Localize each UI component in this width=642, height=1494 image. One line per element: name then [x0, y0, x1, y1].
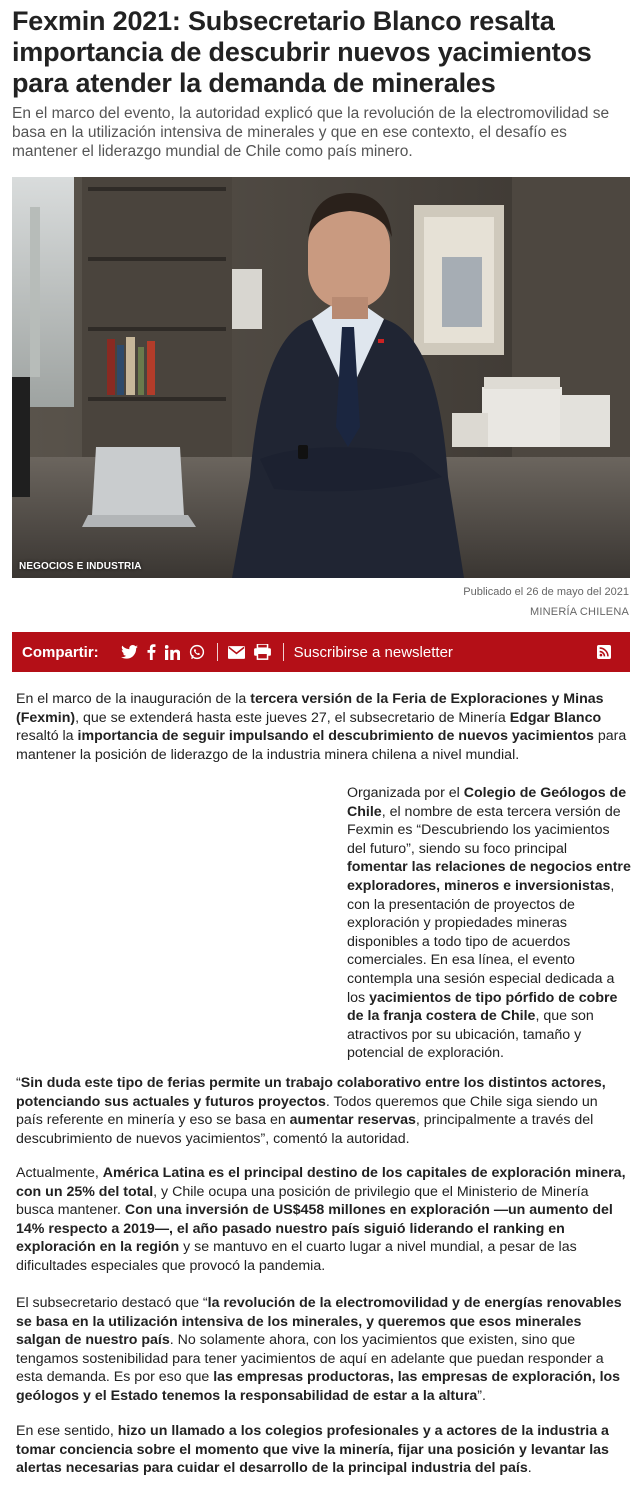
newsletter-link[interactable]: Suscribirse a newsletter	[293, 643, 453, 661]
text-run: resaltó la	[16, 728, 78, 745]
bold-text: importancia de seguir impulsando el descubrimiento de nuevos yacimientos	[77, 728, 594, 745]
body-paragraph-4	[16, 1164, 628, 1276]
email-icon[interactable]	[228, 642, 245, 662]
text-run: Actualmente,	[16, 1165, 103, 1181]
body-paragraph-2	[347, 784, 631, 1063]
text-run: , principalmente a través del descubrimiento de nuevos yacimientos”, comentó la autoridad.	[16, 1112, 594, 1147]
hero-photo-illustration	[12, 177, 630, 578]
text-run: ”.	[477, 1387, 486, 1404]
text-run: , con la presentación de proyectos de exploración y propiedades mineras disponibles a todo tipo de acuerdos comerciales. En esa línea, el evento contempla una sesión especial dedicada a los	[347, 877, 615, 1006]
bold-text: Edgar Blanco	[509, 709, 602, 726]
text-run: . Todos queremos que Chile siga siendo un país referente en minería y eso se basa en	[16, 1093, 598, 1129]
text-run: , que se extenderá hasta este jueves 27, el subsecretario de Minería	[75, 709, 510, 726]
text-run: “	[16, 1075, 21, 1091]
text-run: En ese sentido,	[16, 1423, 118, 1439]
article-source: MINERÍA CHILENA	[530, 606, 629, 618]
share-label: Compartir:	[22, 643, 99, 661]
text-run: .	[527, 1460, 532, 1477]
bold-text: yacimientos de tipo pórfido de cobre de la franja costera de Chile	[347, 989, 618, 1025]
divider	[283, 643, 284, 661]
body-paragraph-3	[16, 1074, 628, 1148]
bold-text: Con una inversión de US$458 millones en exploración —un aumento del 14% respecto a 2019—, el año pasado nuestro país siguió liderando el ranking en exploración en la región	[16, 1202, 613, 1256]
category-tag[interactable]: NEGOCIOS E INDUSTRIA	[19, 561, 142, 572]
body-paragraph-6	[16, 1422, 628, 1478]
print-icon[interactable]	[254, 642, 271, 662]
divider	[217, 643, 218, 661]
linkedin-icon[interactable]	[165, 642, 180, 662]
text-run: , y Chile ocupa una posición de privilegio que el Ministerio de Minería busca mantener.	[16, 1183, 589, 1219]
text-run: , el nombre de esta tercera versión de Fexmin es “Descubriendo los yacimientos del futuro”, siendo su foco principal	[347, 803, 621, 857]
facebook-icon[interactable]	[147, 642, 156, 662]
share-bar	[12, 632, 630, 672]
hero-photo	[12, 177, 630, 578]
body-paragraph-1	[16, 690, 628, 764]
bold-text: tercera versión de la Feria de Exploraciones y Minas (Fexmin)	[16, 691, 604, 726]
twitter-icon[interactable]	[121, 642, 138, 662]
bold-text: aumentar reservas	[289, 1112, 416, 1129]
body-paragraph-5	[16, 1294, 628, 1406]
text-run: para mantener la posición de liderazgo de la industria minera chilena a nivel mundial.	[16, 728, 627, 763]
article-lead: En el marco del evento, la autoridad explicó que la revolución de la electromovilidad se basa en la utilización intensiva de minerales y que en ese contexto, el desafío es mantener el liderazgo mundial de Chile como país minero.	[12, 105, 610, 160]
published-date: Publicado el 26 de mayo del 2021	[463, 586, 629, 598]
text-run: , que son atractivos por su ubicación, tamaño y potencial de exploración.	[347, 1008, 594, 1062]
text-run: . No solamente ahora, con los yacimientos que existen, sino que tengamos sostenibilidad para tener yacimientos de aquí en adelante que puedan responder a esta demanda. Es por eso que	[16, 1332, 604, 1386]
bold-text: Sin duda este tipo de ferias permite un trabajo colaborativo entre los distintos actores, potenciando sus actuales y futuros proyectos	[16, 1075, 606, 1110]
bold-text: Colegio de Geólogos de Chile	[347, 785, 627, 820]
bold-text: fomentar las relaciones de negocios entre exploradores, mineros e inversionistas	[347, 859, 631, 894]
bold-text: las empresas productoras, las empresas de exploración, los geólogos y el Estado tenemos la responsabilidad de estar a la altura	[16, 1369, 621, 1404]
text-run: Organizada por el	[347, 785, 464, 801]
whatsapp-icon[interactable]	[189, 642, 205, 662]
text-run: El subsecretario destacó que “	[16, 1295, 208, 1311]
text-run: En el marco de la inauguración de la	[16, 691, 251, 707]
rss-icon[interactable]	[597, 642, 611, 662]
article-title: Fexmin 2021: Subsecretario Blanco resalta importancia de descubrir nuevos yacimientos para atender la demanda de minerales	[12, 6, 592, 98]
bold-text: hizo un llamado a los colegios profesionales y a actores de la industria a tomar conciencia sobre el momento que vive la minería, fijar una posición y levantar las alertas necesarias para cuidar el desarrollo de la principal industria del país	[16, 1423, 609, 1477]
bold-text: América Latina es el principal destino de los capitales de exploración minera, con un 25% del total	[16, 1165, 626, 1200]
bold-text: la revolución de la electromovilidad y de energías renovables se basa en la utilización intensiva de los minerales, y queremos que esos minerales salgan de nuestro país	[16, 1295, 622, 1349]
text-run: y se mantuvo en el cuarto lugar a nivel mundial, a pesar de las dificultades especiales que provocó la pandemia.	[16, 1239, 577, 1274]
